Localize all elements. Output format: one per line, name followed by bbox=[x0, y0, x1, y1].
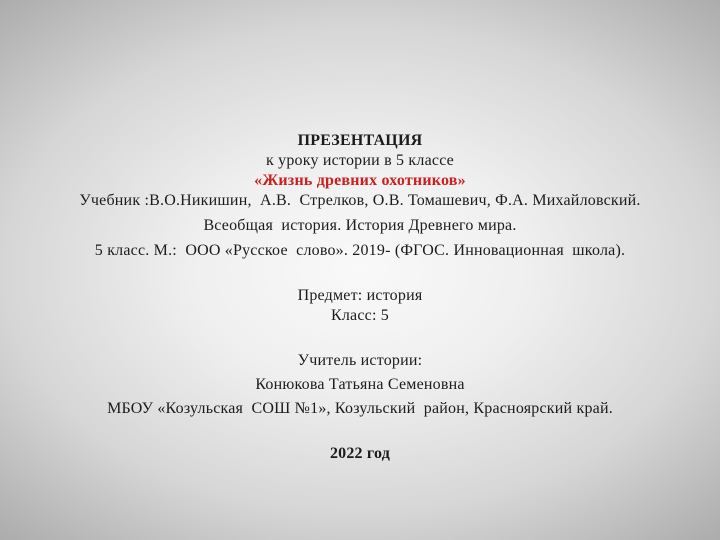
subject-line: Предмет: история bbox=[297, 287, 423, 304]
school-line: МБОУ «Козульская СОШ №1», Козульский район, Красноярский край. bbox=[107, 400, 613, 417]
teacher-role: Учитель истории: bbox=[297, 352, 423, 369]
lesson-topic: «Жизнь древних охотников» bbox=[254, 172, 466, 189]
grade-line: Класс: 5 bbox=[330, 307, 389, 324]
textbook-title: Всеобщая история. История Древнего мира. bbox=[203, 217, 517, 234]
slide-title: ПРЕЗЕНТАЦИЯ bbox=[297, 132, 423, 149]
textbook-authors: Учебник :В.О.Никишин, А.В. Стрелков, О.В. Томашевич, Ф.А. Михайловский. bbox=[79, 192, 641, 209]
teacher-name: Конюкова Татьяна Семеновна bbox=[255, 376, 465, 393]
textbook-edition: 5 класс. М.: ООО «Русское слово». 2019- (ФГОС. Инновационная школа). bbox=[94, 242, 626, 259]
title-text-block bbox=[0, 131, 720, 464]
slide-subtitle: к уроку истории в 5 классе bbox=[265, 152, 454, 169]
year-line: 2022 год bbox=[329, 445, 391, 462]
